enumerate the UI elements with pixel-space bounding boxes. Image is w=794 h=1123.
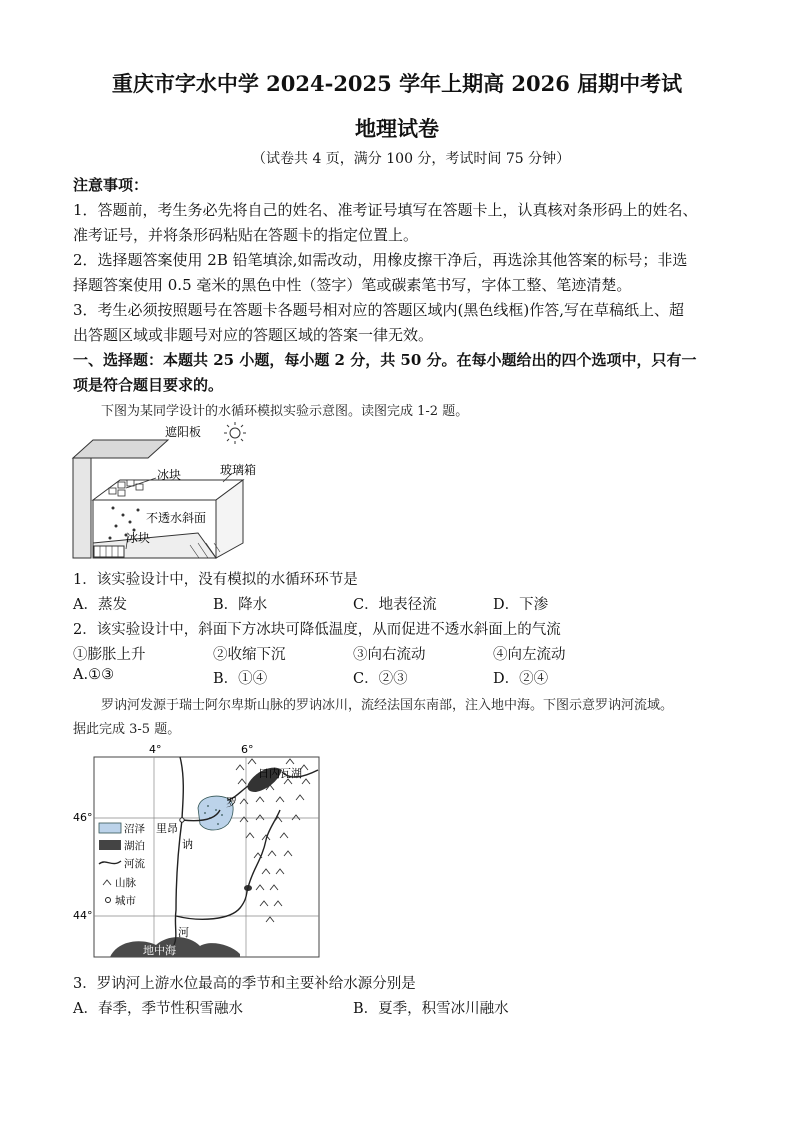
label-shade-board: 遮阳板 — [165, 425, 202, 439]
latitude-46: 46° — [73, 811, 93, 824]
group-2-intro-line-1: 罗讷河发源于瑞士阿尔卑斯山脉的罗讷冰川，流经法国东南部，注入地中海。下图示意罗讷河流域。 — [101, 698, 674, 713]
q1-option-c: C．地表径流 — [353, 597, 437, 613]
sun-icon — [224, 422, 246, 444]
river-label-2: 讷 — [182, 838, 193, 851]
river-label-1: 罗 — [226, 796, 237, 809]
q2-statement-3: ③向右流动 — [353, 647, 426, 663]
group-2-intro-line-2: 据此完成 3-5 题。 — [73, 722, 181, 737]
lake-label: 日内瓦湖 — [258, 767, 302, 780]
notice-item-2-line-1: 2．选择题答案使用 2B 铅笔填涂,如需改动，用橡皮擦干净后，再选涂其他答案的标号；非选 — [73, 251, 688, 269]
city-label-lyon: 里昂 — [156, 822, 178, 835]
notice-heading: 注意事项： — [73, 176, 149, 194]
legend-mountain: 山脉 — [115, 877, 136, 889]
legend-lake: 湖泊 — [124, 840, 145, 852]
q1-option-b: B．降水 — [213, 597, 268, 613]
q2-stem: 2．该实验设计中，斜面下方冰块可降低温度，从而促进不透水斜面上的气流 — [73, 622, 561, 638]
q2-statement-4: ④向左流动 — [493, 647, 566, 663]
notice-item-2-line-2: 择题答案使用 0.5 毫米的黑色中性（签字）笔或碳素笔书写，字体工整、笔迹清楚。 — [73, 276, 632, 294]
section-1-line-1: 一、选择题：本题共 25 小题，每小题 2 分，共 50 分。在每小题给出的四个选项中，只有一 — [73, 351, 697, 369]
legend-city: 城市 — [115, 895, 136, 907]
water-cycle-experiment-diagram — [68, 418, 328, 566]
longitude-6: 6° — [241, 743, 254, 756]
notice-item-3-line-2: 出答题区域或非题号对应的答题区域的答案一律无效。 — [73, 326, 434, 344]
q2-statement-2: ②收缩下沉 — [213, 647, 286, 663]
notice-item-3-line-1: 3．考生必须按照题号在答题卡各题号相对应的答题区域内(黑色线框)作答,写在草稿纸上、超 — [73, 301, 685, 319]
river-label-3: 河 — [178, 926, 189, 939]
q1-option-a: A．蒸发 — [73, 597, 127, 613]
longitude-4: 4° — [149, 743, 162, 756]
subject-title: 地理试卷 — [355, 116, 439, 141]
label-ice-bottom: 冰块 — [126, 531, 151, 545]
sea-label: 地中海 — [143, 944, 176, 957]
legend-river: 河流 — [124, 858, 145, 870]
q2-option-b: B．①④ — [213, 671, 268, 687]
notice-item-1-line-2: 准考证号，并将条形码粘贴在答题卡的指定位置上。 — [73, 226, 419, 244]
q2-option-d: D．②④ — [493, 671, 549, 687]
label-ice-top: 冰块 — [157, 468, 182, 482]
section-1-line-2: 项是符合题目要求的。 — [73, 376, 224, 394]
legend-marsh: 沼泽 — [124, 823, 145, 835]
q3-option-a: A．春季，季节性积雪融水 — [73, 1001, 243, 1017]
rhone-basin-map — [70, 740, 332, 965]
q3-stem: 3．罗讷河上游水位最高的季节和主要补给水源分别是 — [73, 976, 416, 992]
label-glass-box: 玻璃箱 — [220, 463, 257, 477]
q2-statement-1: ①膨胀上升 — [73, 647, 146, 663]
q1-stem: 1．该实验设计中，没有模拟的水循环环节是 — [73, 572, 358, 588]
group-1-intro: 下图为某同学设计的水循环模拟实验示意图。读图完成 1-2 题。 — [101, 404, 469, 419]
exam-title: 重庆市字水中学 2024-2025 学年上期高 2026 届期中考试 — [111, 71, 683, 96]
notice-item-1-line-1: 1．答题前，考生务必先将自己的姓名、准考证号填写在答题卡上，认真核对条形码上的姓名、 — [73, 201, 698, 219]
q3-option-b: B．夏季，积雪冰川融水 — [353, 1001, 509, 1017]
city-lyon-marker — [180, 818, 184, 822]
q1-option-d: D．下渗 — [493, 597, 549, 613]
q2-option-a: A.①③ — [73, 667, 115, 683]
exam-info: （试卷共 4 页，满分 100 分，考试时间 75 分钟） — [252, 151, 571, 167]
label-impermeable-slope: 不透水斜面 — [146, 511, 207, 525]
q2-option-c: C．②③ — [353, 671, 408, 687]
map-frame — [94, 757, 319, 957]
latitude-44: 44° — [73, 909, 93, 922]
